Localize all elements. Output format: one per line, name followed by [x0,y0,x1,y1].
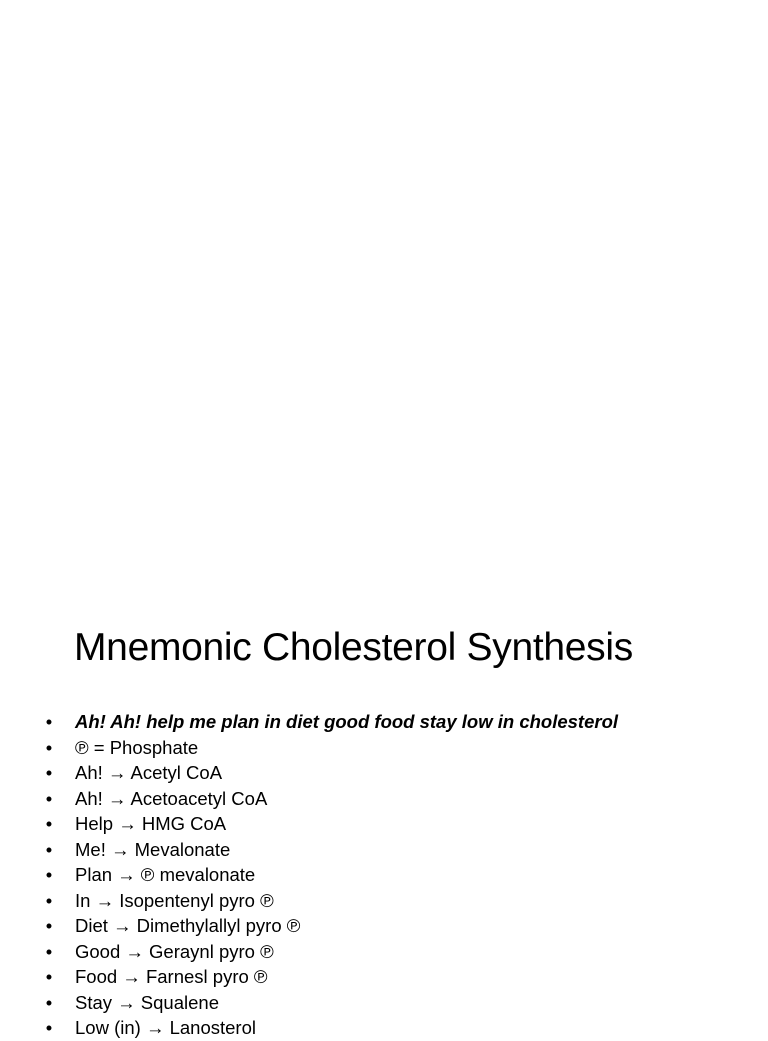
list-item [0,939,768,965]
list-item [0,964,768,990]
list-item-text: In → Isopentenyl pyro ℗ [75,889,274,911]
list-item [0,862,768,888]
list-item-text: Diet → Dimethylallyl pyro ℗ [75,915,301,936]
list-item-text: Stay → Squalene [75,991,219,1013]
bullet-icon: • [45,762,53,783]
bullet-icon: • [45,889,53,911]
list-item-text: Help → HMG CoA [75,813,227,834]
bullet-icon: • [45,940,53,962]
list-item-text: ℗ = Phosphate [75,736,199,758]
list-item-text: Low (in) → Lanosterol [75,1017,256,1038]
bullet-icon: • [45,813,53,834]
list-item-text: Food → Farnesl pyro ℗ [75,966,268,987]
bullet-icon: • [45,966,53,987]
bullet-icon: • [45,1017,53,1038]
list-item-text: Ah! → Acetoacetyl CoA [75,787,268,809]
list-item [0,837,768,863]
bullet-list [0,709,768,1041]
list-item [0,811,768,837]
bullet-icon: • [45,915,53,936]
list-item-text: Me! → Mevalonate [75,838,231,860]
list-item-text: Good → Geraynl pyro ℗ [75,940,274,962]
list-item [0,888,768,914]
mnemonic-phrase: Ah! Ah! help me plan in diet good food stay low in cholesterol [75,711,619,732]
bullet-icon: • [45,736,53,758]
list-item-text: Plan → ℗ mevalonate [75,864,256,885]
bullet-icon: • [45,711,53,732]
list-item [0,1015,768,1041]
bullet-icon: • [45,838,53,860]
slide-title: Mnemonic Cholesterol Synthesis [74,626,633,669]
bullet-icon: • [45,991,53,1013]
list-item [0,760,768,786]
bullet-icon: • [45,864,53,885]
list-item [0,990,768,1016]
list-item [0,709,768,735]
list-item [0,786,768,812]
bullet-icon: • [45,787,53,809]
list-item [0,913,768,939]
list-item [0,735,768,761]
list-item-text: Ah! → Acetyl CoA [75,762,223,783]
